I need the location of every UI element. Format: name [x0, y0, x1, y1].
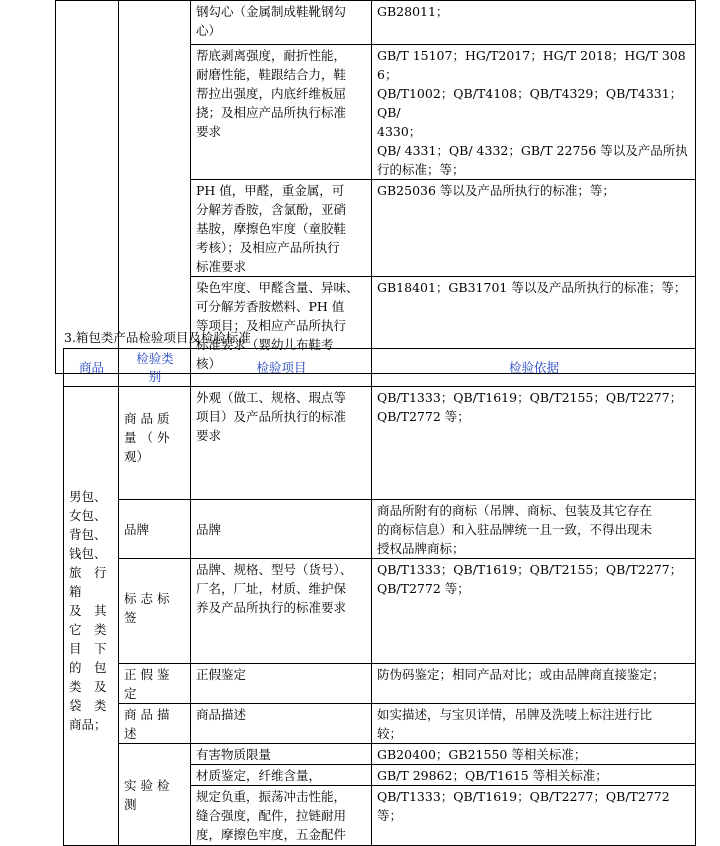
table-row — [64, 664, 696, 704]
inspection-basis: GB/T 29862；QB/T1615 等相关标准； — [372, 765, 696, 786]
category-cell: 商 品 描 述 — [119, 704, 191, 744]
category-cell — [119, 1, 191, 374]
product-cell — [56, 1, 119, 374]
category-cell: 实 验 检 测 — [119, 744, 191, 846]
inspection-basis: QB/T1333；QB/T1619；QB/T2155；QB/T2277； QB/T2772 等； — [372, 559, 696, 664]
category-cell: 品牌 — [119, 500, 191, 559]
bag-inspection-table — [63, 348, 696, 846]
inspection-basis: QB/T1333；QB/T1619；QB/T2277；QB/T2772 等； — [372, 786, 696, 846]
inspection-item: 钢勾心（金属制成鞋靴钢勾 心） — [191, 1, 372, 45]
table-row — [64, 500, 696, 559]
table-row — [64, 744, 696, 765]
inspection-basis: GB28011； — [372, 1, 696, 45]
inspection-basis: 防伪码鉴定；相同产品对比；或由品牌商直接鉴定； — [372, 664, 696, 704]
table-header-row — [64, 349, 696, 387]
header-product: 商品 — [64, 349, 119, 387]
footwear-inspection-table — [55, 0, 696, 374]
table-row — [64, 704, 696, 744]
inspection-item: 材质鉴定，纤维含量， — [191, 765, 372, 786]
inspection-basis: GB/T 15107；HG/T2017；HG/T 2018；HG/T 3086； QB/T1002；QB/T4108；QB/T4329；QB/T4331；QB/ 4330； QB/ 4331；QB/ 4332；GB/T 22756 等以及产品所执 行的标准；等； — [372, 45, 696, 180]
inspection-basis: QB/T1333；QB/T1619；QB/T2155；QB/T2277； QB/T2772 等； — [372, 387, 696, 500]
inspection-basis: 如实描述，与宝贝详情，吊牌及洗唛上标注进行比 较； — [372, 704, 696, 744]
category-cell: 标 志 标 签 — [119, 559, 191, 664]
inspection-item: 品牌、规格、型号（货号）、 厂名，厂址，材质、维护保 养及产品所执行的标准要求 — [191, 559, 372, 664]
section-title: 3.箱包类产品检验项目及检验标准 — [64, 330, 251, 345]
table-row — [64, 387, 696, 500]
inspection-item: 正假鉴定 — [191, 664, 372, 704]
table-row — [56, 1, 696, 45]
inspection-item: 外观（做工、规格、瑕点等 项目）及产品所执行的标准 要求 — [191, 387, 372, 500]
inspection-item: 染色牢度、甲醛含量、异味、 可分解芳香胺燃料、PH 值 等项目；及相应产品所执行 标准要求（婴幼儿布鞋考 核） — [191, 277, 372, 374]
inspection-item: PH 值，甲醛，重金属，可 分解芳香胺，含氯酚，亚硝 基胺，摩擦色牢度（童胶鞋 考核）；及相应产品所执行 标准要求 — [191, 180, 372, 277]
inspection-item: 有害物质限量 — [191, 744, 372, 765]
inspection-item: 品牌 — [191, 500, 372, 559]
header-items: 检验项目 — [191, 349, 372, 387]
inspection-basis: GB20400；GB21550 等相关标准； — [372, 744, 696, 765]
category-cell: 商 品 质 量 （ 外 观） — [119, 387, 191, 500]
inspection-basis: GB25036 等以及产品所执行的标准；等； — [372, 180, 696, 277]
table-row — [64, 559, 696, 664]
inspection-item: 规定负重，振荡冲击性能， 缝合强度，配件，拉链耐用 度，摩擦色牢度，五金配件 — [191, 786, 372, 846]
header-basis: 检验依据 — [372, 349, 696, 387]
inspection-item: 商品描述 — [191, 704, 372, 744]
inspection-basis: GB18401；GB31701 等以及产品所执行的标准；等； — [372, 277, 696, 374]
product-cell: 男包、 女包、 背包、 钱包、 旅 行 箱 及 其 它 类 目 下 的 包 类 及 袋 类 商品； — [64, 387, 119, 846]
category-cell: 正 假 鉴 定 — [119, 664, 191, 704]
inspection-item: 帮底剥离强度，耐折性能， 耐磨性能，鞋跟结合力，鞋 帮拉出强度，内底纤维板屈 挠；及相应产品所执行标准 要求 — [191, 45, 372, 180]
inspection-basis: 商品所附有的商标（吊牌、商标、包装及其它存在 的商标信息）和入驻品牌统一且一致，不得出现未 授权品牌商标； — [372, 500, 696, 559]
header-category: 检验类 别 — [119, 349, 191, 387]
